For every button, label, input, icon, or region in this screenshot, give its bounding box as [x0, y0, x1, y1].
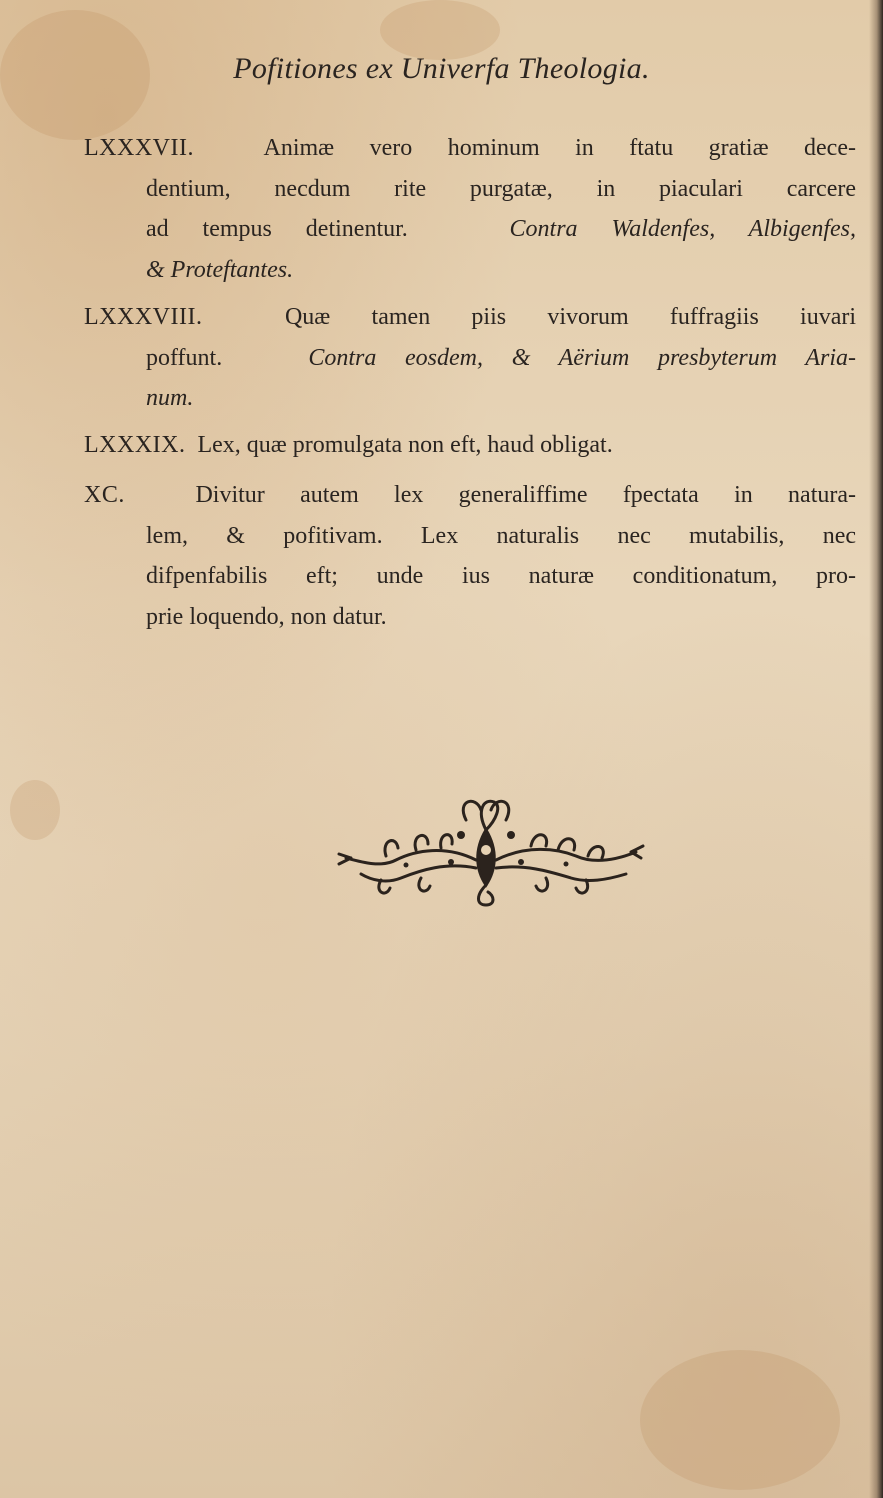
paragraph-text: lem, & pofitivam. Lex naturalis nec mutabilis, nec: [146, 522, 856, 549]
citation-text: & Proteftantes.: [146, 256, 294, 283]
paragraph-text: Quæ tamen piis vivorum fuffragiis iuvari: [284, 304, 857, 330]
printers-ornament-icon: [326, 790, 646, 910]
position-number: LXXXIX.: [84, 432, 186, 458]
line: [84, 128, 856, 169]
paragraph-text: prie loquendo, non datur.: [146, 603, 387, 630]
position-89: [84, 425, 856, 466]
line: [84, 425, 856, 466]
line: [84, 475, 856, 516]
paper-stain: [640, 1350, 840, 1490]
position-87: [84, 128, 856, 290]
paragraph-text: difpenfabilis eft; unde ius naturæ conditionatum, pro-: [146, 563, 856, 589]
position-number: XC.: [84, 482, 125, 508]
line: [84, 297, 856, 338]
page-edge-shadow: [869, 0, 883, 1498]
paragraph-text: Divitur autem lex generaliffime fpectata in natura-: [195, 482, 856, 508]
citation-text: num.: [146, 385, 194, 411]
position-88: [84, 297, 856, 419]
paragraph-text: Lex, quæ promulgata non eft, haud obligat.: [197, 432, 613, 458]
paragraph-text: Animæ vero hominum in ftatu gratiæ dece-: [263, 135, 856, 161]
running-head: Pofitiones ex Univerfa Theologia.: [233, 52, 650, 85]
position-number: LXXXVIII.: [84, 304, 203, 330]
paragraph-text: ad tempus detinentur.: [146, 216, 408, 242]
paper-stain: [10, 780, 60, 840]
position-number: LXXXVII.: [84, 135, 194, 161]
line: [84, 209, 856, 250]
paragraph-text: dentium, necdum rite purgatæ, in piaculari carcere: [146, 175, 856, 202]
position-90: [84, 475, 856, 637]
paper-stain: [380, 0, 500, 60]
line: [84, 338, 856, 379]
paragraph-text: poffunt.: [146, 344, 223, 371]
citation-text: Contra eosdem, & Aërium presbyterum Aria-: [308, 344, 856, 371]
citation-text: Contra Waldenfes, Albigenfes,: [509, 216, 856, 242]
